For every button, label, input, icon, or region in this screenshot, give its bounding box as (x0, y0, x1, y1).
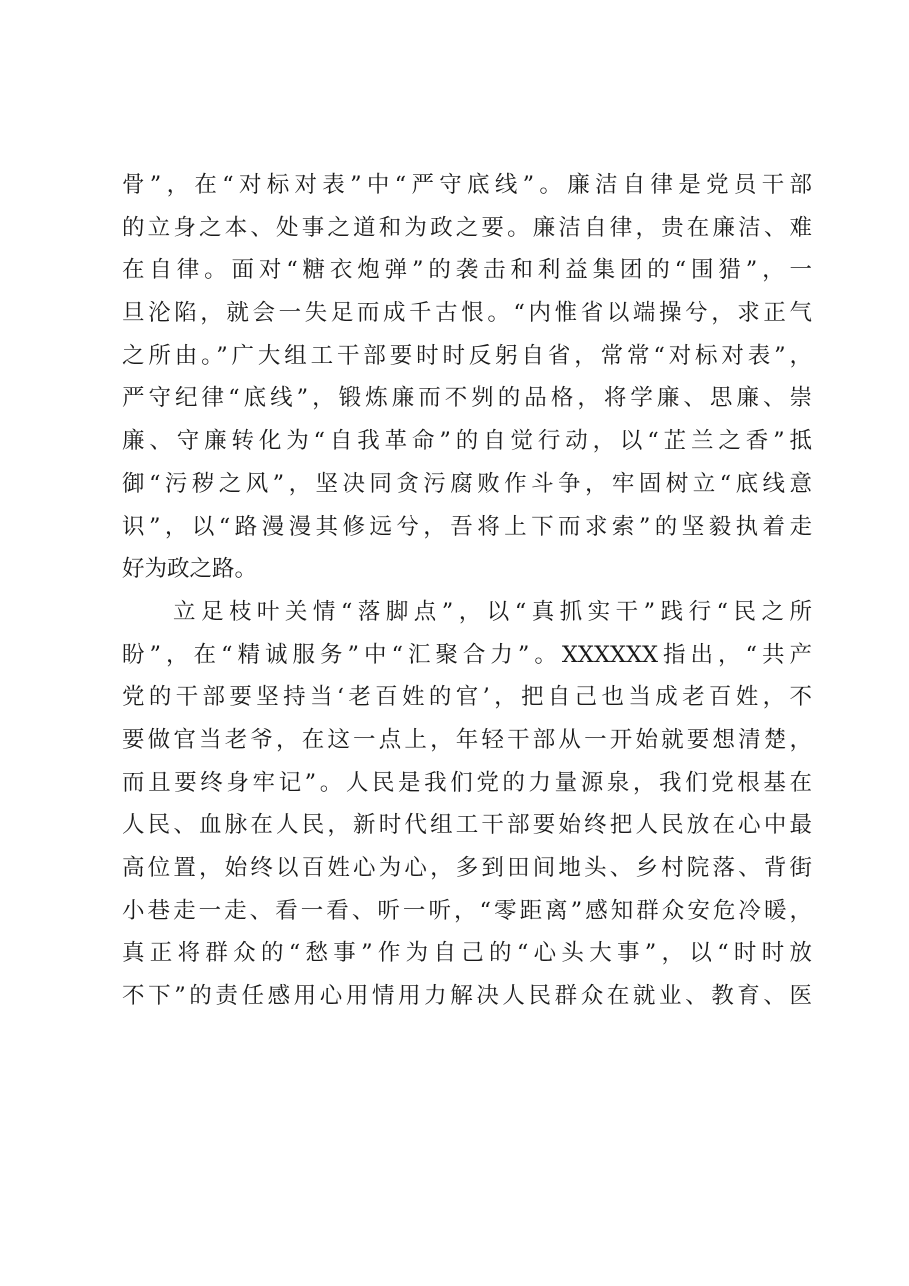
paragraph-line: 真正将群众的“愁事”作为自己的“心头大事”，以“时时放 (122, 940, 812, 967)
paragraph-line: 而且要终身牢记”。人民是我们党的力量源泉，我们党根基在 (122, 769, 812, 796)
paragraph-line: 不下”的责任感用心用情用力解决人民群众在就业、教育、医 (122, 983, 812, 1010)
paragraph-line: 的立身之本、处事之道和为政之要。廉洁自律，贵在廉洁、难 (122, 214, 812, 241)
paragraph-line: 旦沦陷，就会一失足而成千古恨。“内惟省以端操兮，求正气 (122, 300, 812, 327)
paragraph-line: 要做官当老爷，在这一点上，年轻干部从一开始就要想清楚， (122, 726, 812, 753)
paragraph-line: 人民、血脉在人民，新时代组工干部要始终把人民放在心中最 (122, 812, 812, 839)
paragraph-line: 高位置，始终以百姓心为心，多到田间地头、乡村院落、背街 (122, 855, 812, 881)
paragraph-line: 廉、守廉转化为“自我革命”的自觉行动，以“芷兰之香”抵 (122, 428, 812, 455)
body-text (122, 164, 812, 1018)
paragraph-2 (122, 591, 812, 1018)
paragraph-line: 小巷走一走、看一看、听一听，“零距离”感知群众安危冷暖， (122, 897, 812, 924)
paragraph-line: 识”，以“路漫漫其修远兮，吾将上下而求索”的坚毅执着走 (122, 513, 812, 540)
paragraph-line: 严守纪律“底线”，锻炼廉而不刿的品格，将学廉、思廉、崇 (122, 385, 812, 412)
paragraph-line: 御“污秽之风”，坚决同贪污腐败作斗争，牢固树立“底线意 (122, 470, 812, 497)
paragraph-line: 立足枝叶关情“落脚点”，以“真抓实干”践行“民之所 (173, 598, 812, 625)
paragraph-line: 骨”，在“对标对表”中“严守底线”。廉洁自律是党员干部 (122, 172, 812, 198)
paragraph-line: 在自律。面对“糖衣炮弹”的袭击和利益集团的“围猎”，一 (122, 257, 812, 284)
paragraph-1 (122, 164, 812, 591)
paragraph-line: 好为政之路。 (122, 556, 258, 583)
paragraph-line: 之所由。”广大组工干部要时时反躬自省，常常“对标对表”， (122, 342, 812, 369)
paragraph-line: 盼”，在“精诚服务”中“汇聚合力”。XXXXXX指出，“共产 (122, 641, 812, 668)
paragraph-line: 党的干部要坚持当‘老百姓的官’，把自己也当成老百姓，不 (122, 684, 812, 711)
